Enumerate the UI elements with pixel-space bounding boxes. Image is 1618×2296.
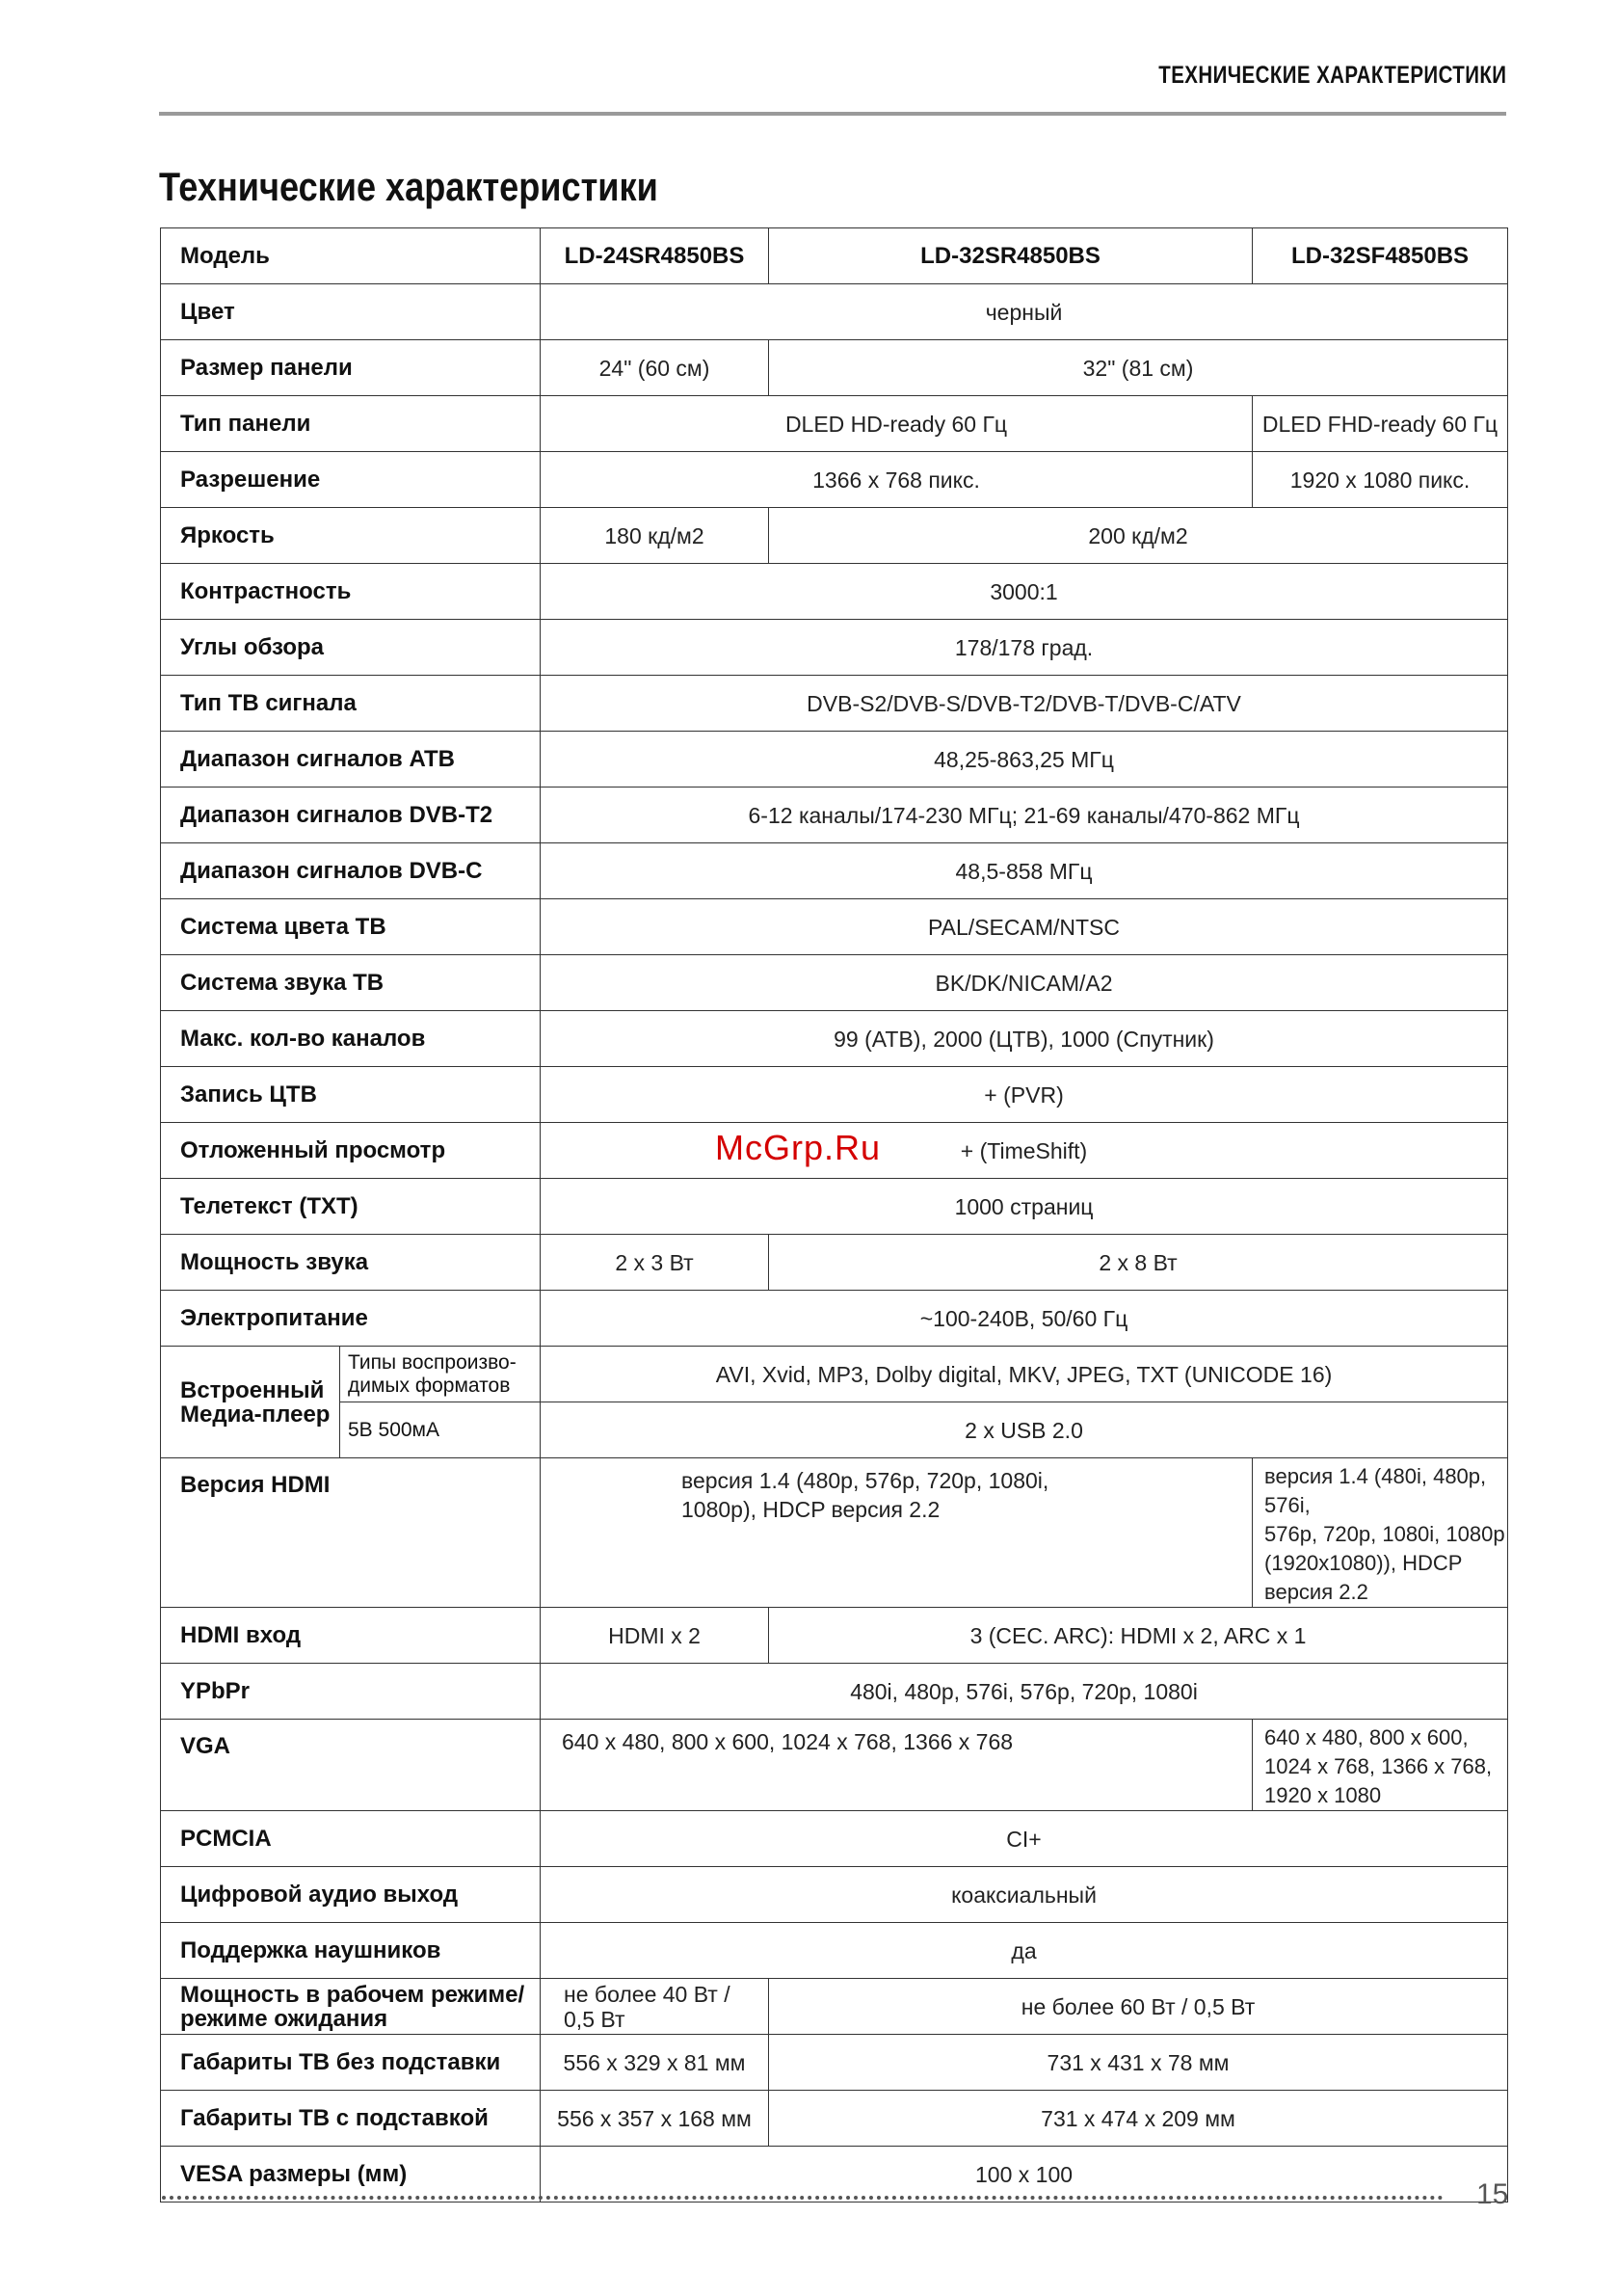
row-label: Тип ТВ сигнала [161, 676, 541, 732]
row-value: 480i, 480p, 576i, 576p, 720p, 1080i [541, 1664, 1508, 1720]
row-value: CI+ [541, 1811, 1508, 1867]
row-label: YPbPr [161, 1664, 541, 1720]
row-label: Разрешение [161, 452, 541, 508]
table-row [161, 676, 1508, 732]
row-label: Диапазон сигналов DVB-C [161, 843, 541, 899]
row-label: Диапазон сигналов DVB-T2 [161, 788, 541, 843]
row-label: Система звука ТВ [161, 955, 541, 1011]
label-line: Мощность в рабочем режиме/ [180, 1981, 525, 2008]
table-row [161, 2091, 1508, 2147]
row-value: 731 x 474 x 209 мм [769, 2091, 1508, 2147]
value-line: версия 1.4 (480p, 576p, 720p, 1080i, [681, 1468, 1049, 1493]
row-value: 32" (81 см) [769, 340, 1508, 396]
row-label: Телетекст (TXT) [161, 1179, 541, 1235]
value-line: не более 40 Вт / [564, 1981, 730, 2007]
row-label: Цвет [161, 284, 541, 340]
table-row [161, 1347, 1508, 1402]
row-value: 6-12 каналы/174-230 МГц; 21-69 каналы/470-862 МГц [541, 788, 1508, 843]
model-1-header: LD-24SR4850BS [541, 228, 769, 284]
value-line: 1920 x 1080 [1264, 1783, 1382, 1807]
table-row [161, 1979, 1508, 2035]
table-row [161, 1811, 1508, 1867]
table-row [161, 284, 1508, 340]
row-label: Габариты ТВ с подставкой [161, 2091, 541, 2147]
value-line: 576p, 720p, 1080i, 1080p [1264, 1522, 1505, 1546]
row-label: Мощность звука [161, 1235, 541, 1291]
row-value [1253, 1720, 1508, 1811]
table-row [161, 1867, 1508, 1923]
row-value: ~100-240В, 50/60 Гц [541, 1291, 1508, 1347]
row-label: Тип панели [161, 396, 541, 452]
footer-dotted-line [162, 2196, 1444, 2200]
row-value: 99 (ATB), 2000 (ЦТВ), 1000 (Спутник) [541, 1011, 1508, 1067]
value-line: (1920x1080)), HDCP версия 2.2 [1264, 1551, 1463, 1604]
row-value [1253, 1458, 1508, 1608]
page-number: 15 [1476, 2178, 1509, 2210]
row-label: Яркость [161, 508, 541, 564]
table-row [161, 1291, 1508, 1347]
row-label: Размер панели [161, 340, 541, 396]
row-value: AVI, Xvid, MP3, Dolby digital, MKV, JPEG, TXT (UNICODE 16) [541, 1347, 1508, 1402]
value-line: 0,5 Вт [564, 2006, 625, 2032]
row-label: VGA [161, 1720, 541, 1811]
table-row [161, 899, 1508, 955]
row-value: 1000 страниц [541, 1179, 1508, 1235]
row-label: Контрастность [161, 564, 541, 620]
row-value: 3000:1 [541, 564, 1508, 620]
table-row [161, 1664, 1508, 1720]
table-row [161, 1923, 1508, 1979]
row-value: 731 x 431 x 78 мм [769, 2035, 1508, 2091]
header-divider [159, 112, 1506, 116]
row-value: + (TimeShift) [541, 1123, 1508, 1179]
value-line: 640 x 480, 800 x 600, [1264, 1725, 1469, 1749]
row-value: черный [541, 284, 1508, 340]
table-row [161, 1402, 1508, 1458]
row-label: Габариты ТВ без подставки [161, 2035, 541, 2091]
table-row [161, 396, 1508, 452]
value-line: 1024 x 768, 1366 x 768, [1264, 1754, 1493, 1778]
label-line: Встроенный [180, 1376, 325, 1403]
table-row [161, 1011, 1508, 1067]
row-label: Электропитание [161, 1291, 541, 1347]
section-header: ТЕХНИЧЕСКИЕ ХАРАКТЕРИСТИКИ [1157, 62, 1506, 89]
row-label: Цифровой аудио выход [161, 1867, 541, 1923]
row-value: 48,25-863,25 МГц [541, 732, 1508, 788]
row-value: DVB-S2/DVB-S/DVB-T2/DVB-T/DVB-C/ATV [541, 676, 1508, 732]
table-row [161, 564, 1508, 620]
table-row [161, 620, 1508, 676]
table-row [161, 843, 1508, 899]
table-row [161, 1458, 1508, 1608]
model-label: Модель [161, 228, 541, 284]
table-row [161, 228, 1508, 284]
table-row [161, 508, 1508, 564]
media-player-label [161, 1347, 340, 1458]
row-label: PCMCIA [161, 1811, 541, 1867]
label-line: Медиа-плеер [180, 1401, 331, 1428]
watermark: McGrp.Ru [715, 1128, 882, 1167]
row-value: 2 x 8 Вт [769, 1235, 1508, 1291]
table-row [161, 955, 1508, 1011]
row-value: DLED HD-ready 60 Гц [541, 396, 1253, 452]
table-row [161, 732, 1508, 788]
row-label: Отложенный просмотр [161, 1123, 541, 1179]
row-value: HDMI x 2 [541, 1608, 769, 1664]
page-title: Технические характеристики [159, 164, 658, 209]
row-value: BK/DK/NICAM/A2 [541, 955, 1508, 1011]
row-value: 1366 x 768 пикс. [541, 452, 1253, 508]
row-label: Поддержка наушников [161, 1923, 541, 1979]
table-row [161, 2147, 1508, 2203]
value-line: 1080p), HDCP версия 2.2 [681, 1497, 941, 1522]
row-value: 1920 x 1080 пикс. [1253, 452, 1508, 508]
row-value: DLED FHD-ready 60 Гц [1253, 396, 1508, 452]
row-value: + (PVR) [541, 1067, 1508, 1123]
row-label: Углы обзора [161, 620, 541, 676]
row-value: 556 x 329 x 81 мм [541, 2035, 769, 2091]
row-value: 24" (60 см) [541, 340, 769, 396]
model-2-header: LD-32SR4850BS [769, 228, 1253, 284]
table-row [161, 1720, 1508, 1811]
row-label: Система цвета ТВ [161, 899, 541, 955]
table-row [161, 1608, 1508, 1664]
table-row [161, 1179, 1508, 1235]
spec-table [160, 227, 1508, 2203]
model-3-header: LD-32SF4850BS [1253, 228, 1508, 284]
row-value [541, 1979, 769, 2035]
table-row [161, 1235, 1508, 1291]
row-value: 100 x 100 [541, 2147, 1508, 2203]
usb-sublabel: 5В 500мА [340, 1402, 541, 1458]
row-value: не более 60 Вт / 0,5 Вт [769, 1979, 1508, 2035]
table-row [161, 1067, 1508, 1123]
row-label: Макс. кол-во каналов [161, 1011, 541, 1067]
table-row [161, 2035, 1508, 2091]
table-row [161, 452, 1508, 508]
row-value: 2 x USB 2.0 [541, 1402, 1508, 1458]
table-row [161, 340, 1508, 396]
row-value: PAL/SECAM/NTSC [541, 899, 1508, 955]
table-row [161, 788, 1508, 843]
row-label: VESA размеры (мм) [161, 2147, 541, 2203]
row-value: да [541, 1923, 1508, 1979]
row-label: Диапазон сигналов ATB [161, 732, 541, 788]
row-value: коаксиальный [541, 1867, 1508, 1923]
value-line: версия 1.4 (480i, 480p, 576i, [1264, 1464, 1487, 1517]
sublabel-line: димых форматов [348, 1374, 511, 1397]
row-value: 556 x 357 x 168 мм [541, 2091, 769, 2147]
row-label: HDMI вход [161, 1608, 541, 1664]
row-value: 2 x 3 Вт [541, 1235, 769, 1291]
sublabel-line: Типы воспроизво- [348, 1350, 517, 1374]
row-value: 200 кд/м2 [769, 508, 1508, 564]
formats-sublabel [340, 1347, 541, 1402]
row-label: Запись ЦТВ [161, 1067, 541, 1123]
row-label [161, 1979, 541, 2035]
row-value [541, 1458, 1253, 1608]
row-value: 640 x 480, 800 x 600, 1024 x 768, 1366 x 768 [541, 1720, 1253, 1811]
row-value: 178/178 град. [541, 620, 1508, 676]
row-value: 3 (CEC. ARC): HDMI x 2, ARC x 1 [769, 1608, 1508, 1664]
row-value: 180 кд/м2 [541, 508, 769, 564]
row-value: 48,5-858 МГц [541, 843, 1508, 899]
label-line: режиме ожидания [180, 2005, 388, 2032]
row-label: Версия HDMI [161, 1458, 541, 1608]
